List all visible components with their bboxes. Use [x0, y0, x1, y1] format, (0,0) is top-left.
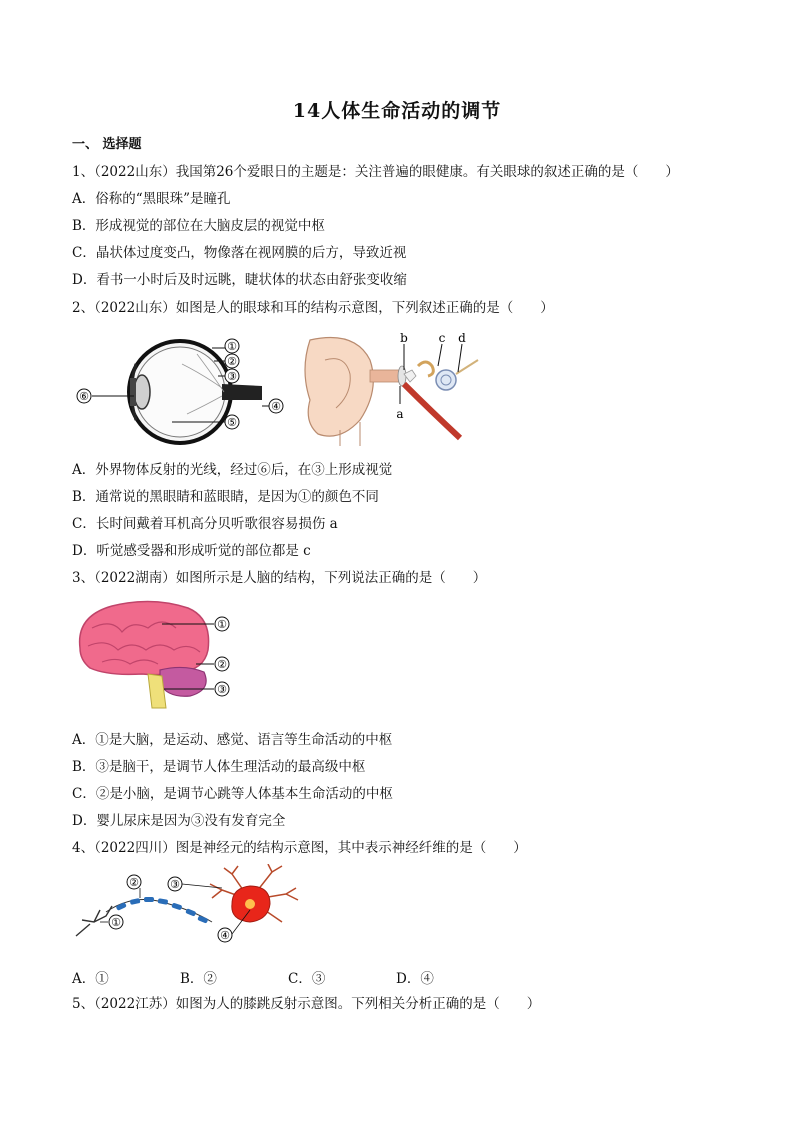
axon-terminals — [76, 906, 112, 936]
question-1-option-d: D．看书一小时后及时远眺，睫状体的状态由舒张变收缩 — [72, 272, 407, 288]
eye-label-5: ⑤ — [227, 416, 237, 429]
outer-ear — [305, 338, 373, 437]
page-title: 14人体生命活动的调节 — [292, 100, 502, 122]
neuron-label-1: ① — [111, 916, 121, 929]
neuron-label-4: ④ — [220, 929, 230, 942]
neuron-label-2: ② — [129, 876, 139, 889]
semicircular-canals — [418, 362, 433, 376]
question-4-option-b: B．② — [180, 971, 217, 987]
neuron-structure-diagram — [72, 864, 302, 946]
question-5-stem: 5、（2022江苏）如图为人的膝跳反射示意图。下列相关分析正确的是（ ） — [72, 996, 541, 1012]
ear-structure-diagram — [300, 330, 480, 448]
brain-label-1: ① — [217, 618, 227, 631]
ear-label-b: b — [400, 331, 408, 345]
eye-label-3: ③ — [227, 370, 237, 383]
neuron-label-3: ③ — [170, 878, 180, 891]
question-2-option-d: D．听觉感受器和形成听觉的部位都是 c — [72, 543, 311, 559]
brain-structure-diagram — [72, 598, 242, 710]
eye-label-2: ② — [227, 355, 237, 368]
question-1-option-b: B．形成视觉的部位在大脑皮层的视觉中枢 — [72, 218, 325, 234]
cerebellum — [160, 667, 206, 696]
question-3-option-b: B．③是脑干，是调节人体生理活动的最高级中枢 — [72, 759, 366, 775]
question-1-option-c: C．晶状体过度变凸，物像落在视网膜的后方，导致近视 — [72, 245, 407, 261]
question-4-option-a: A．① — [72, 971, 109, 987]
eardrum — [398, 366, 406, 386]
question-3-option-d: D．婴儿尿床是因为③没有发育完全 — [72, 813, 286, 829]
question-4-options — [72, 967, 504, 987]
question-3-option-c: C．②是小脑，是调节心跳等人体基本生命活动的中枢 — [72, 786, 393, 802]
iris — [130, 378, 136, 406]
question-2-stem: 2、（2022山东）如图是人的眼球和耳的结构示意图，下列叙述正确的是（ ） — [72, 300, 554, 316]
question-2-option-c: C．长时间戴着耳机高分贝听歌很容易损伤 a — [72, 516, 338, 532]
eye-structure-diagram — [72, 334, 292, 450]
section-heading: 一、 选择题 — [72, 137, 142, 152]
ear-label-c: c — [438, 331, 446, 345]
question-3-stem: 3、（2022湖南）如图所示是人脑的结构，下列说法正确的是（ ） — [72, 570, 487, 586]
question-2-option-a: A．外界物体反射的光线，经过⑥后，在③上形成视觉 — [72, 462, 393, 478]
question-3-option-a: A．①是大脑，是运动、感觉、语言等生命活动的中枢 — [72, 732, 393, 748]
question-4-stem: 4、（2022四川）图是神经元的结构示意图，其中表示神经纤维的是（ ） — [72, 840, 527, 856]
brain-label-2: ② — [217, 658, 227, 671]
question-1-stem: 1、（2022山东）我国第26个爱眼日的主题是：关注普遍的眼健康。有关眼球的叙述正确的是（ ） — [72, 164, 679, 180]
nucleus — [245, 899, 255, 909]
question-4-option-c: C．③ — [288, 971, 326, 987]
brain-label-3: ③ — [217, 683, 227, 696]
eustachian-tube — [404, 384, 460, 438]
optic-nerve — [222, 384, 262, 400]
question-1-option-a: A．俗称的“黑眼珠”是瞳孔 — [72, 191, 231, 207]
ear-label-a: a — [396, 407, 404, 421]
lens — [134, 375, 150, 409]
ear-canal — [370, 370, 400, 382]
eye-label-4: ④ — [271, 400, 281, 413]
ear-label-d: d — [458, 331, 466, 345]
eye-label-1: ① — [227, 340, 237, 353]
cerebrum — [80, 601, 209, 674]
eye-label-6: ⑥ — [79, 390, 89, 403]
question-4-option-d: D．④ — [396, 971, 434, 987]
cochlea — [436, 370, 456, 390]
question-2-option-b: B．通常说的黑眼睛和蓝眼睛，是因为①的颜色不同 — [72, 489, 379, 505]
